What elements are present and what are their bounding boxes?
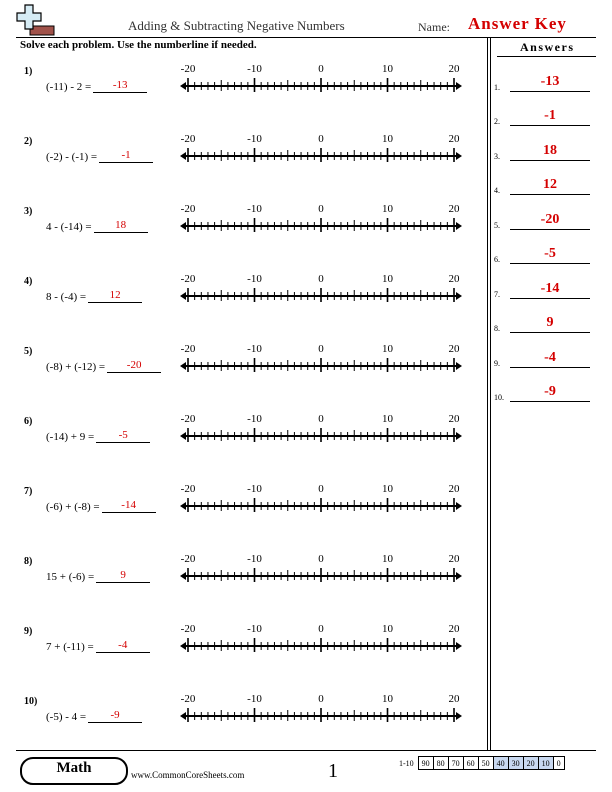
number-line [176,622,466,658]
instructions: Solve each problem. Use the numberline if needed. [20,39,257,51]
answer-number: 2. [494,117,500,126]
answer-number: 6. [494,255,500,264]
problem-expression [46,359,161,373]
answer-number: 7. [494,290,500,299]
problem-number: 3) [24,206,33,217]
problem-expression [46,709,142,723]
problem-item [0,693,490,746]
score-range: 1-10 [399,758,414,768]
number-line-label: 20 [448,553,460,565]
problem-number: 4) [24,276,33,287]
answer-number: 9. [494,359,500,368]
answer-blank[interactable]: -14 [102,499,156,513]
right-arrow-icon [456,292,462,300]
answer-blank[interactable]: -4 [96,639,150,653]
number-line [176,202,466,238]
number-line [176,132,466,168]
number-line-label: 20 [448,623,460,635]
left-arrow-icon [180,292,186,300]
problem-expression [46,429,150,443]
number-line [176,272,466,308]
problem-expression [46,79,147,93]
number-line [176,692,466,728]
expression-text: (-5) - 4 = [46,711,87,723]
number-line-label: 0 [318,623,324,635]
number-line-label: 0 [318,413,324,425]
answer-row [494,244,594,264]
score-cell: 30 [508,757,523,770]
column-divider [490,37,491,750]
answer-row [494,141,594,161]
answer-value: 12 [510,176,590,195]
number-line-label: 0 [318,693,324,705]
answer-number: 8. [494,324,500,333]
number-line-label: 0 [318,63,324,75]
problem-expression [46,569,150,583]
left-arrow-icon [180,572,186,580]
number-line-label: -20 [180,623,196,635]
right-arrow-icon [456,642,462,650]
answer-value: -14 [510,280,590,299]
problem-item [0,623,490,676]
answer-blank[interactable]: -9 [88,709,142,723]
answer-number: 4. [494,186,500,195]
number-line-label: -10 [247,273,262,285]
problem-item [0,203,490,256]
math-label: Math [56,760,92,776]
number-line-label: 20 [448,273,460,285]
number-line-label: 0 [318,133,324,145]
answer-row [494,72,594,92]
worksheet-title: Adding & Subtracting Negative Numbers [128,18,345,33]
problem-number: 6) [24,416,33,427]
score-row [396,757,564,770]
problem-number: 10) [24,696,38,707]
number-line-label: 10 [382,63,393,75]
number-line-label: -10 [247,623,262,635]
left-arrow-icon [180,502,186,510]
answer-row [494,348,594,368]
answer-value: 18 [510,142,590,161]
number-line-label: -10 [247,63,262,75]
problem-item [0,483,490,536]
number-line [176,482,466,518]
problem-expression [46,289,142,303]
number-line-label: 20 [448,63,460,75]
expression-text: 8 - (-4) = [46,291,87,303]
answer-blank[interactable]: 18 [94,219,148,233]
left-arrow-icon [180,642,186,650]
page-number: 1 [328,760,338,782]
number-line-label: 20 [448,693,460,705]
left-arrow-icon [180,82,186,90]
expression-text: (-8) + (-12) = [46,361,106,373]
expression-text: 4 - (-14) = [46,221,92,233]
answer-blank[interactable]: -1 [99,149,153,163]
answer-value: -9 [510,383,590,402]
number-line-label: 20 [448,483,460,495]
number-line-label: 20 [448,343,460,355]
number-line-label: 10 [382,203,393,215]
left-arrow-icon [180,222,186,230]
number-line [176,62,466,98]
problem-number: 9) [24,626,33,637]
number-line-label: 10 [382,483,393,495]
problem-number: 8) [24,556,33,567]
score-cell: 70 [448,757,463,770]
number-line-label: -10 [247,553,262,565]
expression-text: 7 + (-11) = [46,641,94,653]
answer-number: 3. [494,152,500,161]
problem-item [0,553,490,606]
website-label: www.CommonCoreSheets.com [131,770,245,780]
number-line-label: -10 [247,483,262,495]
number-line-label: -20 [180,413,196,425]
score-cell: 20 [523,757,538,770]
problem-expression [46,499,156,513]
answer-value: 9 [510,314,590,333]
number-line-label: -20 [180,133,196,145]
problem-item [0,63,490,116]
expression-text: (-2) - (-1) = [46,151,98,163]
answer-row [494,382,594,402]
problem-expression [46,219,148,233]
number-line-label: -20 [180,343,196,355]
expression-text: 15 + (-6) = [46,571,95,583]
right-arrow-icon [456,152,462,160]
problem-item [0,343,490,396]
number-line-label: -20 [180,273,196,285]
answer-row [494,279,594,299]
answer-row [494,106,594,126]
problem-number: 1) [24,66,33,77]
answer-number: 5. [494,221,500,230]
answer-blank[interactable]: 9 [96,569,150,583]
number-line-label: -20 [180,63,196,75]
score-table [396,756,565,770]
problem-number: 7) [24,486,33,497]
expression-text: (-14) + 9 = [46,431,95,443]
left-arrow-icon [180,152,186,160]
score-cell: 80 [433,757,448,770]
number-line-label: 10 [382,343,393,355]
number-line-label: -20 [180,693,196,705]
number-line-label: 10 [382,413,393,425]
right-arrow-icon [456,712,462,720]
score-cell: 50 [478,757,493,770]
answer-number: 1. [494,83,500,92]
plus-logo-icon [16,4,56,36]
number-line [176,342,466,378]
number-line [176,552,466,588]
answer-blank[interactable]: -13 [93,79,147,93]
number-line-label: -10 [247,133,262,145]
expression-text: (-6) + (-8) = [46,501,100,513]
number-line-label: 10 [382,553,393,565]
right-arrow-icon [456,502,462,510]
number-line-label: -10 [247,413,262,425]
number-line-label: 10 [382,623,393,635]
left-arrow-icon [180,712,186,720]
name-label: Name: [418,20,450,34]
number-line-label: -20 [180,483,196,495]
number-line-label: -10 [247,203,262,215]
right-arrow-icon [456,82,462,90]
problem-item [0,413,490,466]
answer-row [494,175,594,195]
problem-expression [46,639,150,653]
score-cell: 90 [418,757,433,770]
header-divider [16,37,596,38]
score-cell: 10 [538,757,553,770]
footer-divider [16,750,596,751]
problem-number: 2) [24,136,33,147]
score-cell: 0 [553,757,564,770]
answer-value: -20 [510,211,590,230]
number-line-label: 0 [318,553,324,565]
number-line-label: 0 [318,343,324,355]
answer-blank[interactable]: 12 [88,289,142,303]
answer-value: -5 [510,245,590,264]
answer-value: -4 [510,349,590,368]
number-line-label: -20 [180,203,196,215]
right-arrow-icon [456,362,462,370]
number-line-label: 10 [382,273,393,285]
answers-heading: Answers [520,40,575,54]
number-line-label: 10 [382,133,393,145]
number-line-label: 20 [448,133,460,145]
answer-blank[interactable]: -5 [96,429,150,443]
number-line-label: -10 [247,693,262,705]
number-line-label: 0 [318,483,324,495]
answers-heading-underline [497,56,596,57]
answer-row [494,210,594,230]
answer-blank[interactable]: -20 [107,359,161,373]
left-arrow-icon [180,362,186,370]
number-line-label: 0 [318,203,324,215]
problem-expression [46,149,153,163]
answer-row [494,313,594,333]
number-line [176,412,466,448]
expression-text: (-11) - 2 = [46,81,92,93]
left-arrow-icon [180,432,186,440]
answer-value: -1 [510,107,590,126]
problem-item [0,273,490,326]
number-line-label: -10 [247,343,262,355]
score-cell: 60 [463,757,478,770]
answer-key-label: Answer Key [468,14,567,33]
number-line-label: 20 [448,203,460,215]
problem-number: 5) [24,346,33,357]
right-arrow-icon [456,222,462,230]
number-line-label: -20 [180,553,196,565]
right-arrow-icon [456,432,462,440]
score-cell: 40 [493,757,508,770]
right-arrow-icon [456,572,462,580]
answer-value: -13 [510,73,590,92]
problem-item [0,133,490,186]
answer-number: 10. [494,393,504,402]
number-line-label: 20 [448,413,460,425]
number-line-label: 10 [382,693,393,705]
number-line-label: 0 [318,273,324,285]
